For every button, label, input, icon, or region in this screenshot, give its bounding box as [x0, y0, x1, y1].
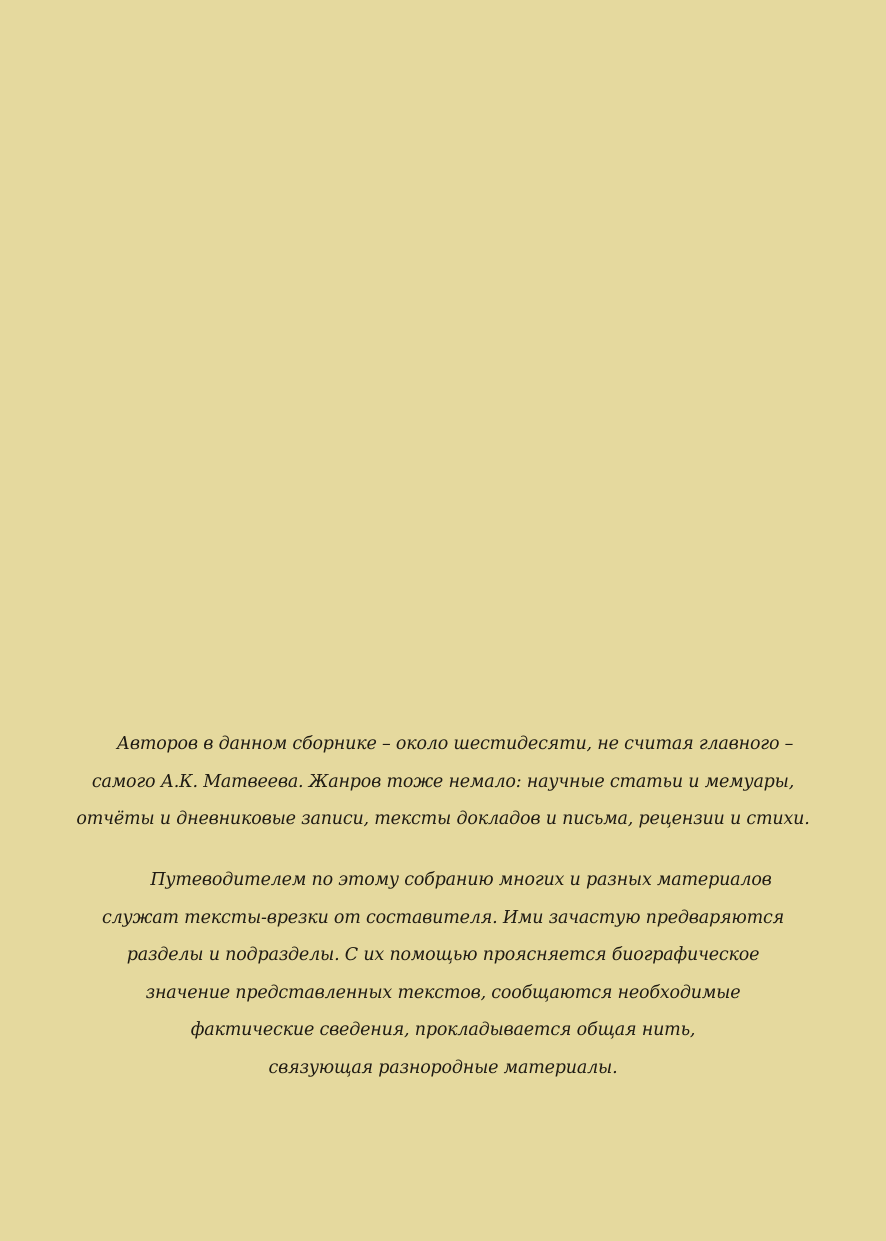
paragraph-line: Путеводителем по этому собранию многих и разных материалов — [150, 870, 772, 890]
paragraph-line: служат тексты-врезки от составителя. Ими зачастую предваряются — [102, 907, 784, 928]
paragraph-authors — [0, 726, 886, 839]
paragraph-line: самого А.К. Матвеева. Жанров тоже немало: научные статьи и мемуары, — [91, 771, 795, 792]
paragraph-line: значение представленных текстов, сообщаются необходимые — [145, 982, 741, 1003]
paragraph-line: связующая разнородные материалы. — [268, 1057, 618, 1078]
paragraph-line: фактические сведения, прокладывается общая нить, — [190, 1020, 696, 1040]
paragraph-line: Авторов в данном сборнике – около шестидесяти, не считая главного – — [116, 734, 794, 754]
paragraph-line: разделы и подразделы. С их помощью проясняется биографическое — [126, 945, 760, 965]
paragraph-guide — [0, 862, 886, 1087]
paragraph-line: отчёты и дневниковые записи, тексты докладов и письма, рецензии и стихи. — [76, 809, 810, 829]
